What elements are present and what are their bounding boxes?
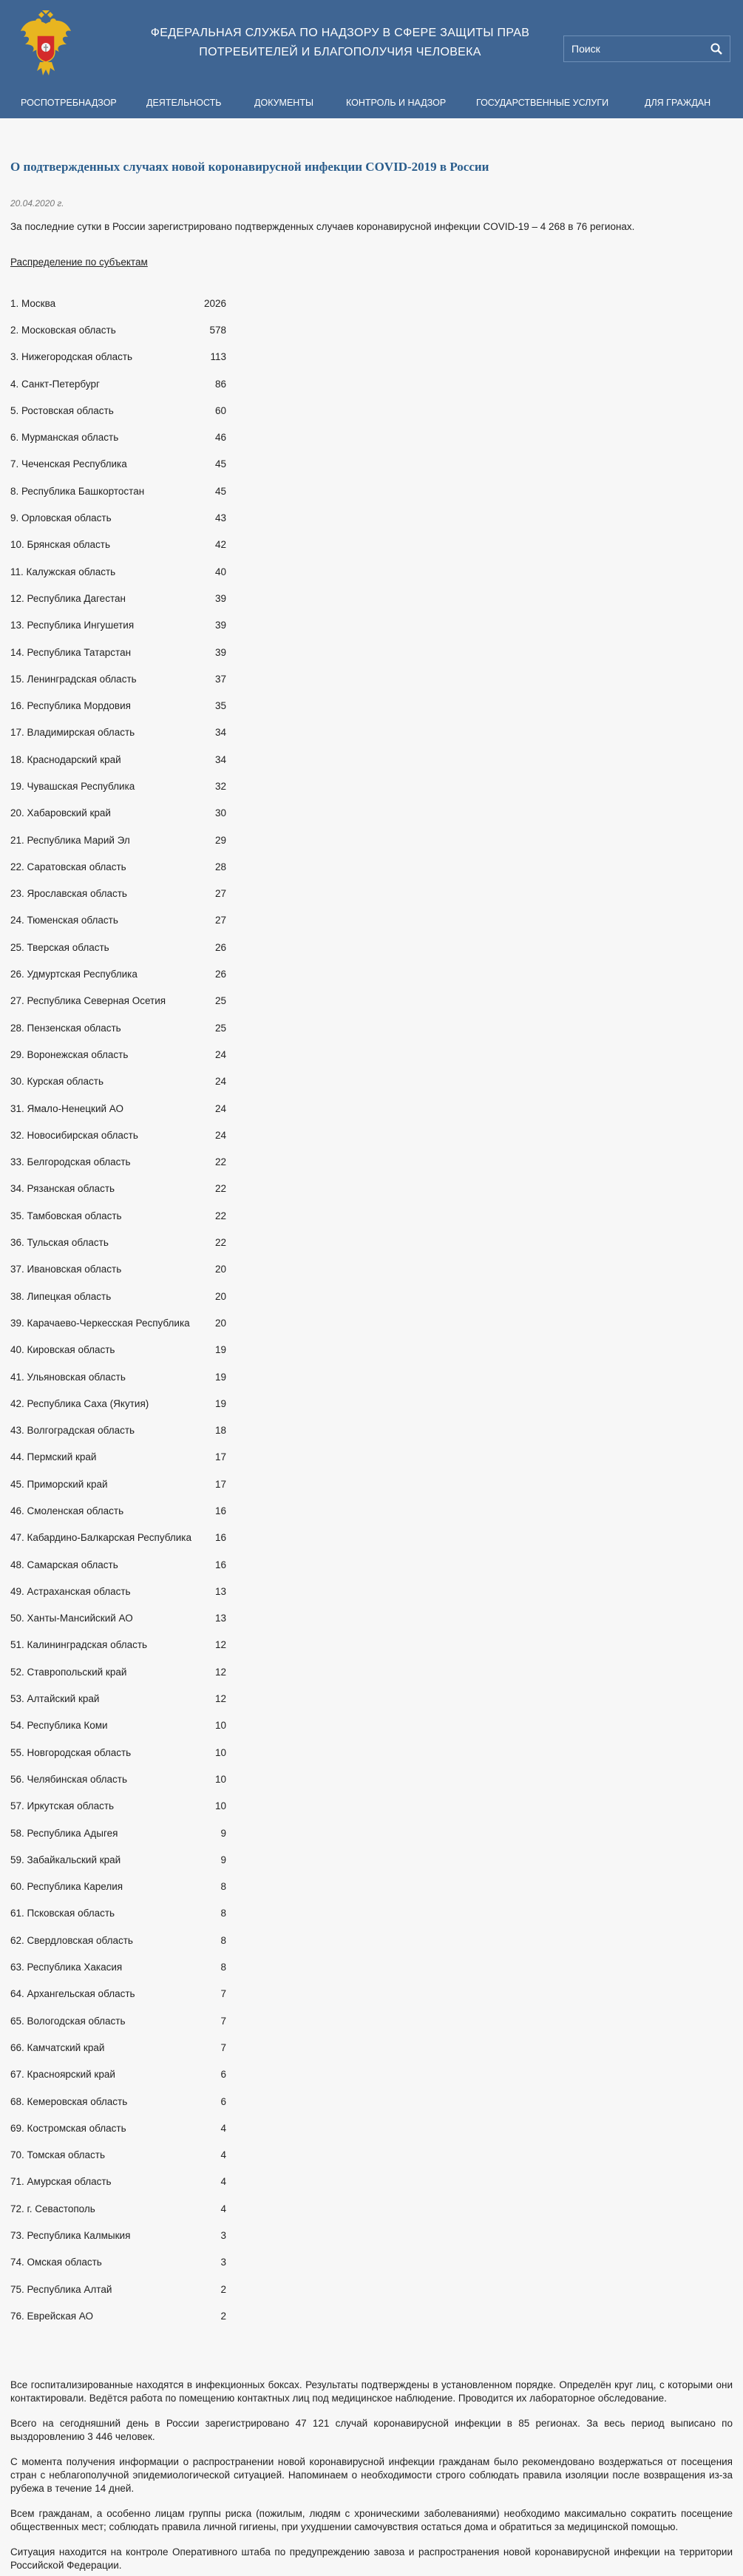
region-row: [10, 1256, 226, 1283]
region-name: 63. Республика Хакасия: [10, 1962, 123, 1973]
region-count: 20: [214, 1290, 226, 1302]
body-paragraph: Всем гражданам, а особенно лицам группы риска (пожилым, людям с хроническими заболеваниями) необходимо максимально сократить посещение общественных мест; соблюдать правила личной гигиены, при ухудшении самочувствия остаться дома и обратиться за медицинской помощью.: [10, 2507, 733, 2532]
region-row: [10, 719, 226, 746]
region-count: 6: [220, 2095, 226, 2107]
region-name: 42. Республика Саха (Якутия): [10, 1397, 149, 1409]
region-name: 65. Вологодская область: [10, 2015, 126, 2027]
region-name: 6. Мурманская область: [10, 432, 119, 444]
region-name: 35. Тамбовская область: [10, 1210, 122, 1221]
region-name: 64. Архангельская область: [10, 1988, 135, 2000]
search-input[interactable]: [564, 36, 702, 61]
region-name: 51. Калининградская область: [10, 1639, 148, 1651]
region-count: 34: [214, 727, 226, 739]
region-name: 76. Еврейская АО: [10, 2310, 93, 2322]
region-name: 30. Курская область: [10, 1076, 104, 1088]
region-count: 3: [220, 2230, 226, 2242]
region-count: 6: [220, 2069, 226, 2081]
region-name: 55. Новгородская область: [10, 1746, 132, 1758]
region-row: [10, 1014, 226, 1041]
region-name: 59. Забайкальский край: [10, 1854, 121, 1865]
region-name: 38. Липецкая область: [10, 1290, 112, 1302]
region-name: 48. Самарская область: [10, 1559, 118, 1570]
search-button[interactable]: [703, 36, 730, 61]
region-row: [10, 960, 226, 987]
region-name: 32. Новосибирская область: [10, 1129, 138, 1141]
region-name: 62. Свердловская область: [10, 1934, 133, 1946]
region-row: [10, 1041, 226, 1068]
region-count: 19: [214, 1344, 226, 1356]
nav-item-services[interactable]: ГОСУДАРСТВЕННЫЕ УСЛУГИ: [476, 98, 609, 108]
region-count: 10: [214, 1773, 226, 1785]
region-count: 60: [214, 404, 226, 416]
region-count: 28: [214, 861, 226, 872]
region-count: 20: [214, 1264, 226, 1275]
region-count: 22: [214, 1156, 226, 1168]
region-name: 14. Республика Татарстан: [10, 646, 132, 658]
region-name: 18. Краснодарский край: [10, 753, 121, 765]
region-name: 5. Ростовская область: [10, 404, 114, 416]
region-row: [10, 344, 226, 370]
region-row: [10, 2222, 226, 2248]
search-icon: [710, 43, 722, 55]
region-name: 54. Республика Коми: [10, 1720, 108, 1732]
region-name: 69. Костромская область: [10, 2122, 126, 2134]
region-count: 37: [214, 673, 226, 685]
region-count: 16: [214, 1559, 226, 1570]
region-name: 13. Республика Ингушетия: [10, 620, 135, 631]
region-row: [10, 1337, 226, 1363]
region-count: 3: [220, 2257, 226, 2268]
region-count: 35: [214, 700, 226, 712]
region-name: 12. Республика Дагестан: [10, 592, 126, 604]
region-row: [10, 692, 226, 719]
region-name: 57. Иркутская область: [10, 1800, 115, 1812]
region-row: [10, 853, 226, 880]
region-name: 53. Алтайский край: [10, 1693, 100, 1705]
region-row: [10, 907, 226, 934]
region-count: 25: [214, 1022, 226, 1034]
nav-item-citizens[interactable]: ДЛЯ ГРАЖДАН: [645, 98, 711, 108]
region-name: 8. Республика Башкортостан: [10, 485, 145, 497]
region-row: [10, 1874, 226, 1900]
region-name: 34. Рязанская область: [10, 1183, 115, 1195]
region-row: [10, 800, 226, 827]
region-row: [10, 1793, 226, 1820]
region-name: 49. Астраханская область: [10, 1585, 131, 1597]
region-row: [10, 1068, 226, 1095]
region-row: [10, 1605, 226, 1632]
region-row: [10, 1176, 226, 1202]
region-count: 9: [220, 1827, 226, 1839]
region-row: [10, 1497, 226, 1524]
region-row: [10, 1122, 226, 1148]
regions-list: [10, 290, 733, 2330]
region-row: [10, 1229, 226, 1255]
region-count: 24: [214, 1129, 226, 1141]
region-count: 32: [214, 780, 226, 792]
region-count: 8: [220, 1934, 226, 1946]
region-count: 86: [214, 378, 226, 390]
region-row: [10, 1712, 226, 1739]
region-count: 4: [220, 2176, 226, 2188]
region-count: 17: [214, 1451, 226, 1463]
region-count: 18: [214, 1425, 226, 1437]
region-count: 46: [214, 432, 226, 444]
region-count: 9: [220, 1854, 226, 1865]
region-row: [10, 1578, 226, 1604]
region-count: 8: [220, 1962, 226, 1973]
region-row: [10, 2169, 226, 2195]
region-row: [10, 827, 226, 853]
region-name: 56. Челябинская область: [10, 1773, 127, 1785]
region-row: [10, 1766, 226, 1792]
region-row: [10, 478, 226, 504]
region-name: 39. Карачаево-Черкесская Республика: [10, 1317, 190, 1329]
region-count: 39: [214, 646, 226, 658]
region-name: 71. Амурская область: [10, 2176, 112, 2188]
region-row: [10, 1927, 226, 1953]
region-name: 20. Хабаровский край: [10, 807, 111, 819]
region-row: [10, 1658, 226, 1685]
distribution-heading[interactable]: Распределение по субъектам: [10, 257, 148, 268]
region-count: 8: [220, 1881, 226, 1893]
region-row: [10, 773, 226, 799]
region-row: [10, 1632, 226, 1658]
region-name: 24. Тюменская область: [10, 915, 118, 926]
region-count: 19: [214, 1397, 226, 1409]
body-paragraph: Всего на сегодняшний день в России зарегистрировано 47 121 случай коронавирусной инфекции в 85 регионах. За весь период выписано по выздоровлению 3 446 человек.: [10, 2417, 733, 2442]
region-count: 24: [214, 1102, 226, 1114]
region-name: 72. г. Севастополь: [10, 2203, 95, 2214]
article-date: 20.04.2020 г.: [10, 198, 64, 209]
article: [0, 118, 743, 2572]
region-count: 4: [220, 2203, 226, 2214]
region-count: 4: [220, 2122, 226, 2134]
main-nav: [0, 92, 743, 117]
region-row: [10, 2302, 226, 2329]
region-row: [10, 1953, 226, 1980]
region-row: [10, 1149, 226, 1176]
region-count: 29: [214, 834, 226, 846]
region-name: 58. Республика Адыгея: [10, 1827, 118, 1839]
region-count: 4: [220, 2149, 226, 2161]
region-count: 10: [214, 1800, 226, 1812]
region-row: [10, 2115, 226, 2141]
region-name: 41. Ульяновская область: [10, 1371, 126, 1383]
region-row: [10, 2034, 226, 2061]
region-name: 45. Приморский край: [10, 1478, 108, 1490]
region-row: [10, 397, 226, 424]
region-name: 37. Ивановская область: [10, 1264, 122, 1275]
region-name: 1. Москва: [10, 297, 56, 309]
region-count: 34: [214, 753, 226, 765]
region-name: 15. Ленинградская область: [10, 673, 137, 685]
region-count: 16: [214, 1505, 226, 1516]
region-row: [10, 1685, 226, 1712]
region-row: [10, 370, 226, 397]
region-count: 2: [220, 2310, 226, 2322]
double-headed-eagle-icon: [19, 10, 72, 81]
region-name: 70. Томская область: [10, 2149, 106, 2161]
region-name: 73. Республика Калмыкия: [10, 2230, 131, 2242]
region-name: 47. Кабардино-Балкарская Республика: [10, 1532, 192, 1544]
region-count: 19: [214, 1371, 226, 1383]
region-name: 16. Республика Мордовия: [10, 700, 131, 712]
region-row: [10, 612, 226, 639]
region-row: [10, 1095, 226, 1122]
region-count: 40: [214, 566, 226, 577]
region-count: 12: [214, 1639, 226, 1651]
region-name: 50. Ханты-Мансийский АО: [10, 1613, 133, 1624]
region-count: 42: [214, 539, 226, 551]
region-row: [10, 639, 226, 665]
region-count: 12: [214, 1666, 226, 1678]
region-row: [10, 2276, 226, 2302]
region-count: 578: [209, 324, 226, 336]
agency-title[interactable]: ФЕДЕРАЛЬНАЯ СЛУЖБА ПО НАДЗОРУ В СФЕРЕ ЗАЩИТЫ ПРАВ ПОТРЕБИТЕЛЕЙ И БЛАГОПОЛУЧИЯ ЧЕЛОВЕКА: [150, 27, 530, 58]
region-row: [10, 934, 226, 960]
region-name: 10. Брянская область: [10, 539, 111, 551]
region-name: 74. Омская область: [10, 2257, 102, 2268]
region-count: 45: [214, 458, 226, 470]
region-name: 25. Тверская область: [10, 941, 109, 953]
region-row: [10, 316, 226, 343]
region-name: 60. Республика Карелия: [10, 1881, 123, 1893]
region-name: 31. Ямало-Ненецкий АО: [10, 1102, 123, 1114]
region-name: 17. Владимирская область: [10, 727, 135, 739]
region-row: [10, 2061, 226, 2088]
region-name: 2. Московская область: [10, 324, 116, 336]
region-row: [10, 988, 226, 1014]
region-row: [10, 2195, 226, 2222]
nav-item-rospotrebnadzor[interactable]: РОСПОТРЕБНАДЗОР: [21, 98, 117, 108]
region-count: 27: [214, 888, 226, 900]
region-count: 20: [214, 1317, 226, 1329]
region-row: [10, 451, 226, 478]
region-row: [10, 2007, 226, 2034]
region-count: 10: [214, 1746, 226, 1758]
region-name: 43. Волгоградская область: [10, 1425, 135, 1437]
region-count: 13: [214, 1585, 226, 1597]
region-name: 29. Воронежская область: [10, 1048, 129, 1060]
region-row: [10, 2141, 226, 2168]
region-row: [10, 1551, 226, 1578]
region-count: 7: [220, 2041, 226, 2053]
region-row: [10, 1846, 226, 1873]
region-count: 2: [220, 2283, 226, 2295]
region-count: 22: [214, 1210, 226, 1221]
region-row: [10, 1390, 226, 1417]
emblem-logo[interactable]: [19, 10, 72, 81]
region-count: 16: [214, 1532, 226, 1544]
region-row: [10, 290, 226, 316]
region-name: 19. Чувашская Республика: [10, 780, 135, 792]
region-count: 22: [214, 1183, 226, 1195]
article-body: [10, 2379, 733, 2572]
body-paragraph: Все госпитализированные находятся в инфекционных боксах. Результаты подтверждены в установленном порядке. Определён круг лиц, с которыми они контактировали. Ведётся работа по помещению контактных лиц под медицинское наблюдение. Проводится их лабораторное обследование.: [10, 2379, 733, 2404]
article-intro: За последние сутки в России зарегистрировано подтвержденных случаев коронавирусной инфекции COVID-19 – 4 268 в 76 регионах.: [10, 221, 635, 232]
region-name: 68. Кемеровская область: [10, 2095, 128, 2107]
region-row: [10, 1417, 226, 1443]
region-name: 75. Республика Алтай: [10, 2283, 112, 2295]
nav-item-control[interactable]: КОНТРОЛЬ И НАДЗОР: [346, 98, 447, 108]
region-count: 17: [214, 1478, 226, 1490]
body-paragraph: С момента получения информации о распространении новой коронавирусной инфекции гражданам было рекомендовано воздержаться от посещения стран с неблагополучной эпидемиологической ситуацией. Напоминаем о необходимости строго соблюдать правила изоляции после возвращения из-за рубежа в течение 14 дней.: [10, 2455, 733, 2494]
region-count: 39: [214, 592, 226, 604]
region-name: 11. Калужская область: [10, 566, 116, 577]
region-row: [10, 532, 226, 558]
region-row: [10, 504, 226, 531]
region-name: 3. Нижегородская область: [10, 351, 133, 363]
region-row: [10, 558, 226, 585]
region-row: [10, 1525, 226, 1551]
region-count: 10: [214, 1720, 226, 1732]
region-row: [10, 881, 226, 907]
region-count: 12: [214, 1693, 226, 1705]
region-row: [10, 1820, 226, 1846]
article-title: О подтвержденных случаях новой коронавирусной инфекции COVID-2019 в России: [10, 160, 489, 174]
region-row: [10, 1363, 226, 1390]
region-count: 26: [214, 969, 226, 980]
region-row: [10, 1202, 226, 1229]
region-name: 22. Саратовская область: [10, 861, 126, 872]
region-row: [10, 1739, 226, 1766]
region-row: [10, 424, 226, 450]
region-name: 44. Пермский край: [10, 1451, 97, 1463]
region-name: 7. Чеченская Республика: [10, 458, 127, 470]
region-count: 26: [214, 941, 226, 953]
region-name: 21. Республика Марий Эл: [10, 834, 130, 846]
region-count: 7: [220, 2015, 226, 2027]
region-row: [10, 1444, 226, 1471]
region-name: 61. Псковская область: [10, 1908, 115, 1919]
region-name: 9. Орловская область: [10, 512, 112, 524]
site-header: [0, 0, 743, 118]
region-row: [10, 1309, 226, 1336]
region-name: 67. Красноярский край: [10, 2069, 115, 2081]
region-row: [10, 746, 226, 773]
nav-item-activity[interactable]: ДЕЯТЕЛЬНОСТЬ: [146, 98, 222, 108]
region-count: 24: [214, 1076, 226, 1088]
region-name: 26. Удмуртская Республика: [10, 969, 138, 980]
region-row: [10, 1283, 226, 1309]
search-box: [563, 35, 730, 62]
region-row: [10, 585, 226, 611]
region-name: 4. Санкт-Петербург: [10, 378, 100, 390]
region-count: 43: [214, 512, 226, 524]
region-row: [10, 2088, 226, 2115]
region-name: 40. Кировская область: [10, 1344, 115, 1356]
region-name: 23. Ярославская область: [10, 888, 127, 900]
region-count: 22: [214, 1237, 226, 1249]
region-name: 46. Смоленская область: [10, 1505, 124, 1516]
region-row: [10, 1900, 226, 1927]
region-row: [10, 1471, 226, 1497]
region-name: 36. Тульская область: [10, 1237, 109, 1249]
region-count: 7: [220, 1988, 226, 2000]
region-count: 13: [214, 1613, 226, 1624]
region-count: 39: [214, 620, 226, 631]
region-name: 33. Белгородская область: [10, 1156, 131, 1168]
region-name: 66. Камчатский край: [10, 2041, 105, 2053]
region-count: 25: [214, 995, 226, 1007]
region-name: 27. Республика Северная Осетия: [10, 995, 166, 1007]
region-name: 52. Ставропольский край: [10, 1666, 127, 1678]
region-count: 45: [214, 485, 226, 497]
region-count: 113: [210, 351, 226, 363]
region-row: [10, 1981, 226, 2007]
region-count: 27: [214, 915, 226, 926]
nav-item-documents[interactable]: ДОКУМЕНТЫ: [254, 98, 314, 108]
body-paragraph: Ситуация находится на контроле Оперативного штаба по предупреждению завоза и распространения новой коронавирусной инфекции на территории Российской Федерации.: [10, 2546, 733, 2571]
region-row: [10, 665, 226, 692]
region-count: 2026: [203, 297, 226, 309]
region-name: 28. Пензенская область: [10, 1022, 121, 1034]
region-row: [10, 2249, 226, 2276]
region-count: 30: [214, 807, 226, 819]
region-count: 24: [214, 1048, 226, 1060]
region-count: 8: [220, 1908, 226, 1919]
